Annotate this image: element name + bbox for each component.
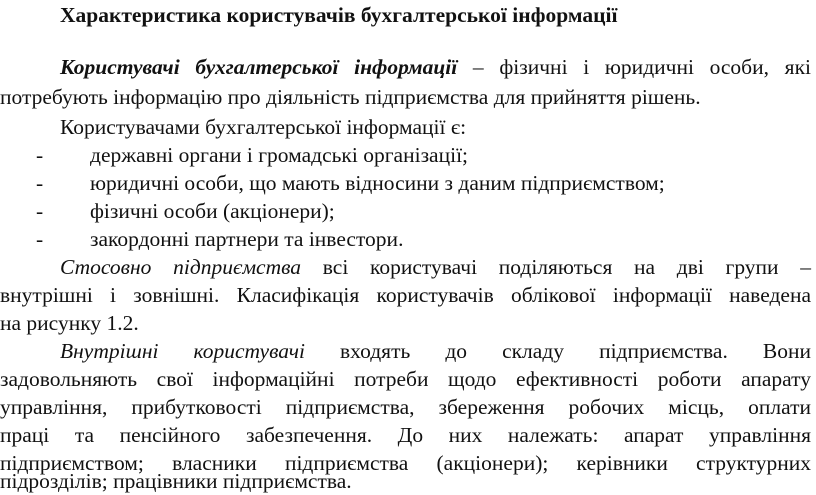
list-item-text: юридичні особи, що мають відносини з даним підприємством; bbox=[90, 171, 665, 195]
definition-line-2: потребують інформацію про діяльність підприємства для прийняття рішень. bbox=[0, 85, 701, 109]
internal-text: входять до складу підприємства. Вони bbox=[304, 339, 811, 363]
users-intro: Користувачами бухгалтерської інформації є: bbox=[60, 115, 467, 139]
definition-term: Користувачі бухгалтерської інформації bbox=[60, 55, 458, 79]
definition-line-1 bbox=[0, 54, 811, 81]
groups-line-2: внутрішні і зовнішні. Класифікація користувачів облікової інформації наведена bbox=[0, 283, 811, 307]
list-marker: - bbox=[36, 171, 44, 195]
internal-line-2: задовольняють свої інформаційні потреби щодо ефективності роботи апарату bbox=[0, 367, 811, 391]
internal-line-3: управління, прибутковості підприємства, збереження робочих місць, оплати bbox=[0, 395, 811, 419]
internal-line-1 bbox=[0, 338, 811, 365]
groups-line-3: на рисунку 1.2. bbox=[0, 311, 139, 335]
groups-term: Стосовно підприємства bbox=[60, 255, 302, 279]
list-marker: - bbox=[36, 199, 44, 223]
list-marker: - bbox=[36, 227, 44, 251]
list-item-text: фізичні особи (акціонери); bbox=[90, 199, 335, 223]
groups-line-1 bbox=[0, 254, 811, 281]
internal-term: Внутрішні користувачі bbox=[60, 339, 305, 363]
list-item-text: закордонні партнери та інвестори. bbox=[90, 227, 404, 251]
list-item-text: державні органи і громадські організації; bbox=[90, 143, 469, 167]
internal-line-5: підприємством; власники підприємства (акціонери); керівники структурних bbox=[0, 451, 811, 475]
page-title: Характеристика користувачів бухгалтерської інформації bbox=[60, 3, 618, 27]
list-marker: - bbox=[36, 143, 44, 167]
internal-line-6: підрозділів; працівники підприємства. bbox=[0, 469, 352, 493]
internal-line-4: праці та пенсійного забезпечення. До них належать: апарат управління bbox=[0, 423, 811, 447]
definition-text: – фізичні і юридичні особи, які bbox=[457, 55, 811, 79]
groups-text: всі користувачі поділяються на дві групи – bbox=[301, 255, 811, 279]
